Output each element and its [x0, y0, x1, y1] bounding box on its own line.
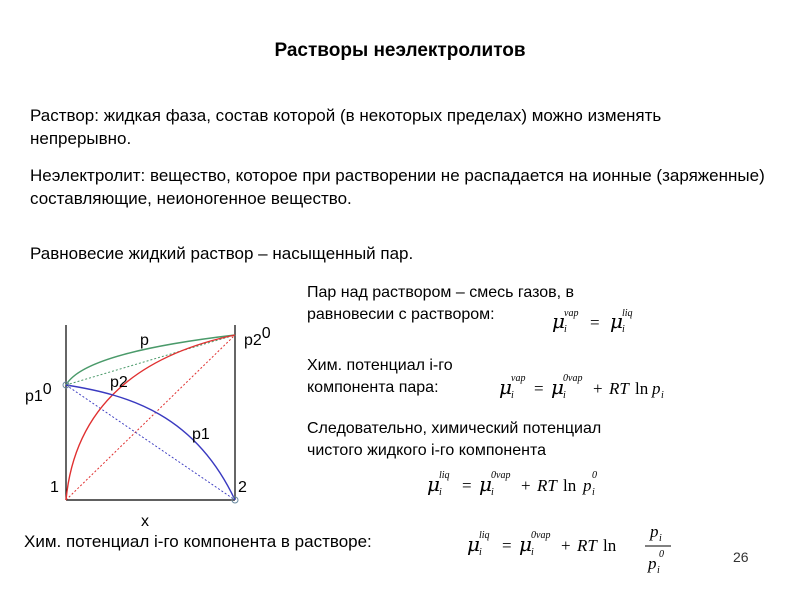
curve-label-p: p [140, 332, 149, 349]
svg-text:μ: μ [552, 309, 565, 333]
svg-text:0vap: 0vap [563, 373, 583, 384]
svg-text:μ: μ [610, 309, 623, 333]
svg-text:μ: μ [427, 472, 440, 496]
svg-text:RT: RT [577, 536, 597, 555]
svg-text:=: = [590, 313, 600, 332]
svg-text:i: i [657, 565, 660, 576]
svg-text:μ: μ [551, 375, 564, 399]
page-number: 26 [733, 549, 749, 565]
svg-text:ln: ln [563, 476, 577, 495]
curve-label-p2: p2 [110, 374, 128, 391]
svg-text:ln: ln [603, 536, 617, 555]
vapor-potential-formula [497, 368, 717, 404]
svg-text:μ: μ [499, 375, 512, 399]
svg-text:μ: μ [519, 532, 532, 556]
svg-text:i: i [592, 487, 595, 498]
curve-label-p1: p1 [192, 426, 210, 443]
equilibrium-statement: Равновесие жидкий раствор – насыщенный пар. [30, 244, 414, 263]
svg-text:p: p [652, 379, 661, 398]
nonelectrolyte-definition: Неэлектролит: вещество, которое при растворении не распадается на ионные (заряженные) составляющие, неионогенное вещество. [30, 166, 765, 208]
svg-text:μ: μ [467, 532, 480, 556]
svg-text:ln: ln [635, 379, 649, 398]
vapor-chem-potential-text: Хим. потенциал i-го компонента пара: [307, 357, 453, 396]
svg-text:=: = [462, 476, 472, 495]
svg-text:vap: vap [564, 308, 579, 319]
pure-liquid-formula [425, 465, 645, 501]
svg-text:i: i [531, 547, 534, 558]
svg-text:+: + [521, 476, 531, 495]
svg-text:0: 0 [592, 470, 597, 481]
solution-potential-formula [465, 515, 685, 577]
svg-text:i: i [479, 547, 482, 558]
svg-text:+: + [593, 379, 603, 398]
svg-text:liq: liq [479, 530, 490, 541]
svg-text:p: p [583, 476, 592, 495]
x-axis-label: x [141, 513, 149, 530]
svg-text:0vap: 0vap [531, 530, 551, 541]
svg-text:vap: vap [511, 373, 526, 384]
svg-text:μ: μ [479, 472, 492, 496]
svg-text:=: = [534, 379, 544, 398]
svg-text:i: i [659, 533, 662, 544]
svg-text:i: i [563, 390, 566, 401]
svg-text:i: i [661, 390, 664, 401]
svg-text:liq: liq [439, 470, 450, 481]
svg-text:p: p [650, 522, 659, 541]
svg-text:i: i [511, 390, 514, 401]
vapor-pressure-chart [20, 315, 280, 530]
svg-text:liq: liq [622, 308, 633, 319]
x-end-label: 2 [238, 479, 247, 496]
equality-formula [550, 300, 670, 336]
svg-text:=: = [502, 536, 512, 555]
svg-text:+: + [561, 536, 571, 555]
left-axis-label: p10 [25, 381, 52, 405]
svg-text:i: i [564, 324, 567, 335]
page-title: Растворы неэлектролитов [274, 40, 526, 61]
svg-text:i: i [439, 487, 442, 498]
solution-definition: Раствор: жидкая фаза, состав которой (в некоторых пределах) можно изменять непрерывно. [30, 106, 662, 148]
svg-text:p: p [648, 554, 657, 573]
svg-text:i: i [622, 324, 625, 335]
right-axis-label: p20 [244, 325, 271, 349]
solution-potential-text: Хим. потенциал i-го компонента в растворе: [24, 532, 372, 551]
vapor-mixture-text: Пар над раствором – смесь газов, в равновесии с раствором: [307, 284, 575, 323]
pure-liquid-text: Следовательно, химический потенциал чистого жидкого i-го компонента [307, 420, 602, 459]
svg-text:RT: RT [609, 379, 629, 398]
svg-text:0vap: 0vap [491, 470, 511, 481]
svg-text:0: 0 [659, 549, 664, 560]
x-start-label: 1 [50, 479, 59, 496]
svg-text:i: i [491, 487, 494, 498]
svg-text:RT: RT [537, 476, 557, 495]
